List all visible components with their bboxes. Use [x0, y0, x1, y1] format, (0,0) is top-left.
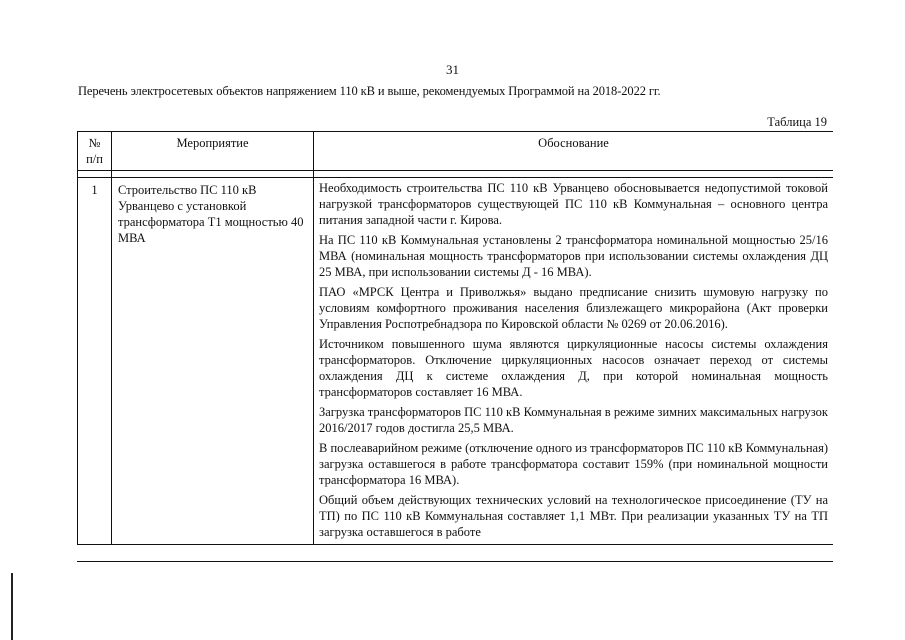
- reason-paragraph: Источником повышенного шума являются циркуляционные насосы системы охлаждения трансформаторов. Отключение циркуляционных насосов означает переход от системы охлаждения ДЦ к системе охлаждения Д, при которой номинальная мощность трансформаторов составляет 16 МВА.: [319, 337, 828, 399]
- spacer-cell: [78, 171, 112, 178]
- page-number: 31: [446, 62, 459, 77]
- spacer-cell: [314, 171, 834, 178]
- spacer-cell: [112, 171, 314, 178]
- table-container: [77, 131, 833, 562]
- row-num: 1: [78, 178, 112, 545]
- reason-paragraph: На ПС 110 кВ Коммунальная установлены 2 трансформатора номинальной мощностью 25/16 МВА (номинальная мощность трансформаторов при использовании системы охлаждения ДЦ 25 МВА, при использовании системы Д - 16 МВА).: [319, 233, 828, 279]
- header-measure: Мероприятие: [112, 132, 314, 171]
- row-reason: [314, 178, 834, 545]
- table-label: Таблица 19: [767, 115, 827, 129]
- reason-paragraph: ПАО «МРСК Центра и Приволжья» выдано предписание снизить шумовую нагрузку по условиям комфортного проживания населения близлежащего микрорайона (Акт проверки Управления Роспотребнадзора по Кировской области № 0269 от 20.06.2016).: [319, 285, 828, 331]
- reason-paragraph: Общий объем действующих технических условий на технологическое присоединение (ТУ на ТП) по ПС 110 кВ Коммунальная составляет 1,1 МВт. При реализации указанных ТУ на ТП загрузка оставшегося в работе: [319, 493, 828, 539]
- spacer-row: [78, 171, 834, 178]
- reason-paragraph: Необходимость строительства ПС 110 кВ Урванцево обосновывается недопустимой токовой нагрузкой трансформаторов существующей ПС 110 кВ Коммунальная – основного центра питания западной части г. Кирова.: [319, 181, 828, 227]
- table-header-row: [78, 132, 834, 171]
- header-num: № п/п: [78, 132, 112, 171]
- objects-table: [77, 131, 833, 545]
- row-measure: Строительство ПС 110 кВ Урванцево с установкой трансформатора Т1 мощностью 40 МВА: [112, 178, 314, 545]
- document-title: Перечень электросетевых объектов напряжением 110 кВ и выше, рекомендуемых Программой на 2018-2022 гг.: [78, 84, 661, 98]
- reason-paragraph: Загрузка трансформаторов ПС 110 кВ Коммунальная в режиме зимних максимальных нагрузок 2016/2017 годов достигла 25,5 МВА.: [319, 405, 828, 435]
- table-row: [78, 178, 834, 545]
- header-reason: Обоснование: [314, 132, 834, 171]
- scan-margin-line: [11, 573, 13, 640]
- reason-paragraph: В послеаварийном режиме (отключение одного из трансформаторов ПС 110 кВ Коммунальная) загрузка оставшегося в работе трансформатора составит 159% (при номинальной мощности трансформатора 16 МВА).: [319, 441, 829, 487]
